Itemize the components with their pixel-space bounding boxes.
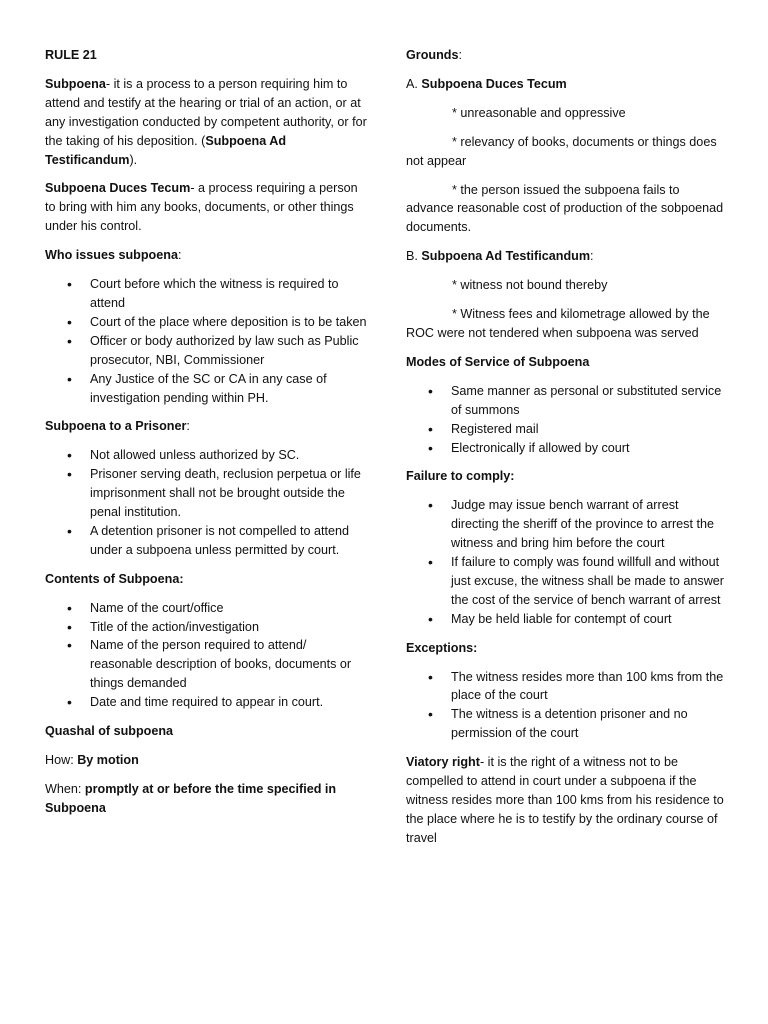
duces-tecum-definition (45, 179, 367, 236)
who-issues-list (45, 275, 367, 407)
failure-list (406, 496, 728, 628)
viatory-right-term: Viatory right (406, 755, 480, 770)
grounds-colon: : (458, 48, 462, 62)
ground-a-item: * relevancy of books, documents or things does not appear (406, 134, 717, 168)
list-item: • Same manner as personal or substituted service of summons (451, 382, 728, 420)
contents-heading-text: Contents of Subpoena: (45, 571, 184, 586)
prisoner-list (45, 446, 367, 559)
quashal-how-label: How: (45, 753, 78, 767)
subpoena-term: Subpoena (45, 76, 106, 91)
quashal-heading (45, 722, 367, 741)
failure-heading (406, 467, 728, 486)
list-item: • The witness resides more than 100 kms from the place of the court (451, 668, 728, 706)
ground-a-heading (406, 75, 728, 94)
viatory-right-text: - it is the right of a witness not to be compelled to attend in court under a subpoena if the witness resides more than 100 kms from his residence to the place where he is to testify by the ordinary course of travel (406, 755, 724, 845)
ground-b-prefix: B. (406, 249, 422, 264)
list-item: • Prisoner serving death, reclusion perpetua or life imprisonment shall not be brought outside the penal institution. (90, 465, 367, 522)
who-issues-colon: : (177, 248, 182, 263)
list-item: • Court of the place where deposition is to be taken (90, 313, 367, 332)
list-item: • Any Justice of the SC or CA in any case of investigation pending within PH. (90, 370, 367, 408)
exceptions-heading-text: Exceptions: (406, 640, 478, 655)
list-item: • If failure to comply was found willfull and without just excuse, the witness shall be made to answer the cost of the service of bench warrant of arrest (451, 553, 728, 610)
subpoena-definition (45, 75, 367, 170)
viatory-right (406, 753, 728, 848)
ground-b-item: * witness not bound thereby (452, 278, 608, 293)
list-item: • Name of the court/office (90, 599, 367, 618)
list-item: • Not allowed unless authorized by SC. (90, 446, 367, 465)
quashal-how-value: By motion (77, 753, 139, 767)
ground-a-heading-text: Subpoena Duces Tecum (421, 76, 567, 91)
quashal-heading-text: Quashal of subpoena (45, 724, 174, 739)
grounds-heading (406, 46, 728, 65)
modes-heading-text: Modes of Service of Subpoena (406, 354, 590, 369)
ground-a-prefix: A. (406, 76, 422, 91)
ground-b-colon: : (590, 249, 594, 264)
exceptions-list (406, 668, 728, 744)
prisoner-heading-text: Subpoena to a Prisoner (45, 419, 187, 434)
ground-b-item: * Witness fees and kilometrage allowed by the ROC were not tendered when subpoena was served (406, 307, 710, 340)
who-issues-heading (45, 246, 367, 265)
list-item: • May be held liable for contempt of court (451, 610, 728, 629)
who-issues-heading-text: Who issues subpoena (45, 248, 178, 263)
quashal-when-label: When: (45, 781, 85, 796)
modes-heading (406, 353, 728, 372)
list-item: • A detention prisoner is not compelled to attend under a subpoena unless permitted by court. (90, 522, 367, 560)
ground-b-heading-text: Subpoena Ad Testificandum (421, 249, 591, 264)
failure-heading-text: Failure to comply: (406, 469, 515, 484)
duces-tecum-definition-text: - a process requiring a person to bring with him any books, documents, or other things under his control. (45, 181, 358, 234)
quashal-when-value: promptly at or before the time specified in Subpoena (45, 781, 337, 815)
grounds-label: Grounds (406, 48, 459, 62)
subpoena-definition-text: - it is a process to a person requiring him to attend and testify at the hearing or trial of an action, or at any investigation conducted by competent authority, or for the taking of his deposition. ( (45, 76, 367, 148)
contents-list (45, 599, 367, 712)
list-item: • Electronically if allowed by court (451, 439, 728, 458)
rule-title-text: RULE 21 (45, 48, 97, 62)
duces-tecum-term: Subpoena Duces Tecum (45, 181, 191, 196)
subpoena-definition-tail: ). (129, 152, 138, 167)
ground-a-item: * unreasonable and oppressive (452, 105, 626, 120)
list-item: • Officer or body authorized by law such as Public prosecutor, NBI, Commissioner (90, 332, 367, 370)
list-item: • Judge may issue bench warrant of arrest directing the sheriff of the province to arrest the witness and bring him before the court (451, 496, 728, 553)
modes-list (406, 382, 728, 458)
quashal-when (45, 780, 367, 818)
list-item: • Title of the action/investigation (90, 618, 367, 637)
list-item: • Date and time required to appear in court. (90, 693, 367, 712)
ground-b-heading (406, 247, 728, 266)
list-item: • Registered mail (451, 420, 728, 439)
list-item: • The witness is a detention prisoner and no permission of the court (451, 705, 728, 743)
list-item: • Name of the person required to attend/ reasonable description of books, documents or things demanded (90, 636, 367, 693)
exceptions-heading (406, 639, 728, 658)
right-column (406, 46, 728, 858)
contents-heading (45, 570, 367, 589)
subpoena-ad-testificandum-term: Subpoena Ad Testificandum (45, 133, 287, 167)
quashal-how (45, 751, 367, 770)
prisoner-colon: : (186, 419, 190, 434)
ground-a-item: * the person issued the subpoena fails to advance reasonable cost of production of the sobpoenad documents. (406, 182, 724, 235)
list-item: • Court before which the witness is required to attend (90, 275, 367, 313)
rule-title (45, 46, 367, 65)
left-column (45, 46, 367, 828)
prisoner-heading (45, 417, 367, 436)
